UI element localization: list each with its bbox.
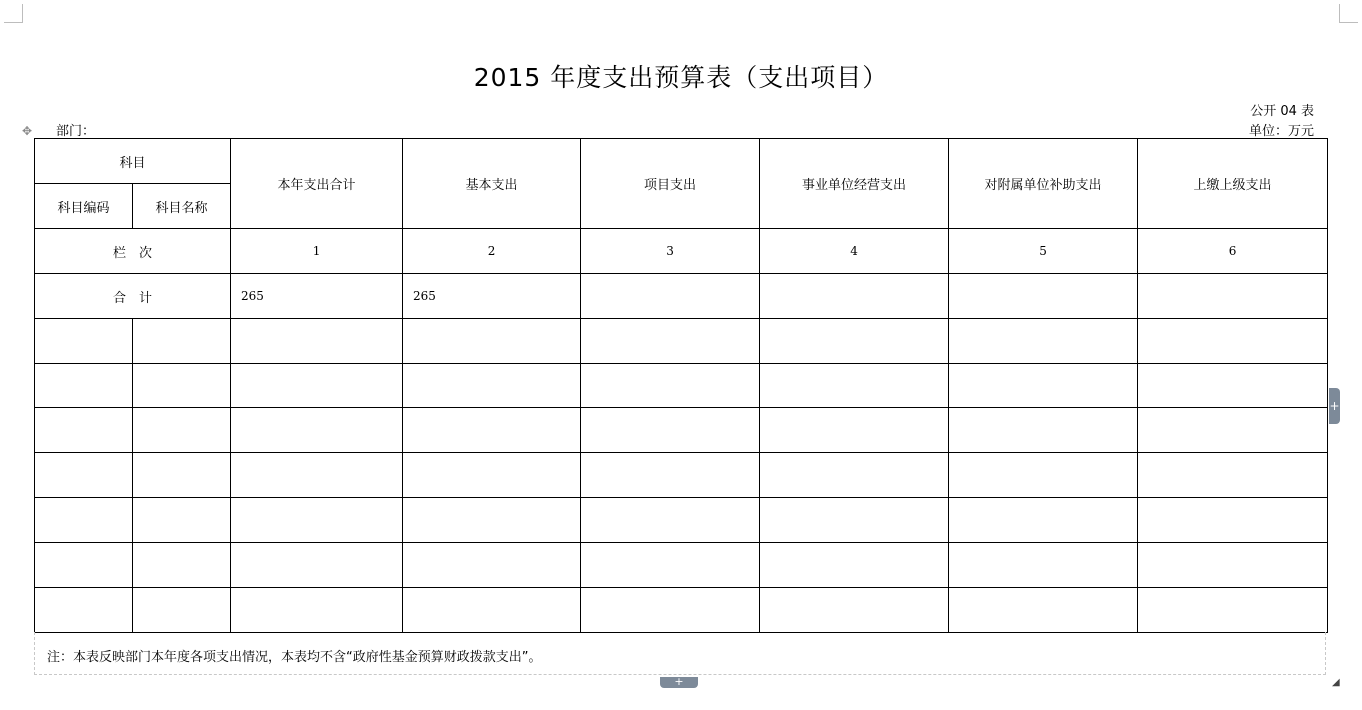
table-cell[interactable]: [581, 453, 760, 498]
table-cell[interactable]: [403, 408, 581, 453]
total-row: [35, 274, 1328, 319]
table-cell[interactable]: [35, 543, 133, 588]
table-cell[interactable]: [403, 498, 581, 543]
header-total-expense[interactable]: 本年支出合计: [231, 139, 403, 229]
add-row-button[interactable]: [660, 677, 698, 688]
table-cell[interactable]: [133, 543, 231, 588]
budget-table: [34, 138, 1328, 633]
table-cell[interactable]: [231, 588, 403, 633]
add-column-button[interactable]: [1329, 388, 1340, 424]
table-cell[interactable]: [133, 453, 231, 498]
form-number: 公开 04 表: [1250, 104, 1314, 119]
table-cell[interactable]: [403, 364, 581, 408]
table-cell[interactable]: [133, 364, 231, 408]
column-index-cell[interactable]: 2: [403, 229, 581, 274]
table-cell[interactable]: [760, 588, 949, 633]
header-subject[interactable]: 科目: [35, 139, 231, 184]
table-cell[interactable]: [133, 588, 231, 633]
table-cell[interactable]: [403, 543, 581, 588]
table-cell[interactable]: [133, 319, 231, 364]
table-row: [35, 453, 1328, 498]
table-cell[interactable]: [231, 319, 403, 364]
table-row: [35, 408, 1328, 453]
table-cell[interactable]: [760, 543, 949, 588]
table-cell[interactable]: [1138, 588, 1328, 633]
table-cell[interactable]: [403, 588, 581, 633]
table-row: [35, 588, 1328, 633]
table-cell[interactable]: [760, 453, 949, 498]
table-cell[interactable]: [133, 408, 231, 453]
table-cell[interactable]: [949, 319, 1138, 364]
table-cell[interactable]: [581, 543, 760, 588]
column-index-cell[interactable]: 6: [1138, 229, 1328, 274]
table-cell[interactable]: [133, 498, 231, 543]
header-subject-code[interactable]: 科目编码: [35, 184, 133, 229]
table-cell[interactable]: [35, 364, 133, 408]
table-cell[interactable]: [949, 408, 1138, 453]
table-cell[interactable]: [760, 408, 949, 453]
table-cell[interactable]: [1138, 543, 1328, 588]
page-corner-mark-top-right: [1339, 4, 1358, 23]
table-cell[interactable]: [760, 364, 949, 408]
total-cell[interactable]: 265: [231, 274, 403, 319]
page-title: 2015 年度支出预算表（支出项目）: [473, 63, 889, 92]
table-cell[interactable]: [949, 453, 1138, 498]
table-cell[interactable]: [35, 453, 133, 498]
table-cell[interactable]: [35, 588, 133, 633]
header-subsidy-expense[interactable]: 对附属单位补助支出: [949, 139, 1138, 229]
column-index-label[interactable]: 栏 次: [35, 229, 231, 274]
table-row: [35, 498, 1328, 543]
header-project-expense[interactable]: 项目支出: [581, 139, 760, 229]
header-remit-expense[interactable]: 上缴上级支出: [1138, 139, 1328, 229]
table-cell[interactable]: [949, 498, 1138, 543]
table-cell[interactable]: [35, 498, 133, 543]
table-cell[interactable]: [949, 364, 1138, 408]
total-cell[interactable]: [1138, 274, 1328, 319]
total-cell[interactable]: [949, 274, 1138, 319]
header-basic-expense[interactable]: 基本支出: [403, 139, 581, 229]
table-cell[interactable]: [1138, 364, 1328, 408]
total-cell[interactable]: [581, 274, 760, 319]
column-index-cell[interactable]: 3: [581, 229, 760, 274]
table-cell[interactable]: [581, 408, 760, 453]
plus-icon: +: [674, 675, 684, 688]
table-cell[interactable]: [949, 543, 1138, 588]
table-cell[interactable]: [581, 588, 760, 633]
table-cell[interactable]: [231, 408, 403, 453]
table-row: [35, 364, 1328, 408]
table-cell[interactable]: [760, 498, 949, 543]
table-cell[interactable]: [1138, 498, 1328, 543]
table-note: 注：本表反映部门本年度各项支出情况，本表均不含“政府性基金预算财政拨款支出”。: [47, 650, 542, 665]
table-cell[interactable]: [760, 319, 949, 364]
total-cell[interactable]: [760, 274, 949, 319]
table-cell[interactable]: [581, 364, 760, 408]
table-cell[interactable]: [1138, 408, 1328, 453]
column-index-row: [35, 229, 1328, 274]
total-cell[interactable]: 265: [403, 274, 581, 319]
resize-icon[interactable]: ◢: [1332, 677, 1340, 688]
column-index-cell[interactable]: 4: [760, 229, 949, 274]
plus-icon: +: [1329, 399, 1340, 413]
table-cell[interactable]: [231, 364, 403, 408]
column-index-cell[interactable]: 1: [231, 229, 403, 274]
table-cell[interactable]: [231, 498, 403, 543]
department-label: 部门：: [56, 124, 96, 139]
column-index-cell[interactable]: 5: [949, 229, 1138, 274]
table-cell[interactable]: [1138, 453, 1328, 498]
unit-label: 单位：万元: [1248, 124, 1314, 139]
table-cell[interactable]: [35, 408, 133, 453]
header-operating-expense[interactable]: 事业单位经营支出: [760, 139, 949, 229]
table-row: [35, 543, 1328, 588]
table-cell[interactable]: [231, 453, 403, 498]
table-cell[interactable]: [1138, 319, 1328, 364]
header-subject-name[interactable]: 科目名称: [133, 184, 231, 229]
page-corner-mark-top-left: [4, 4, 23, 23]
table-cell[interactable]: [403, 319, 581, 364]
move-handle-icon[interactable]: ✥: [21, 124, 33, 138]
table-cell[interactable]: [949, 588, 1138, 633]
table-cell[interactable]: [35, 319, 133, 364]
table-cell[interactable]: [581, 319, 760, 364]
note-box: [34, 632, 1326, 675]
table-cell[interactable]: [231, 543, 403, 588]
table-cell[interactable]: [581, 498, 760, 543]
table-cell[interactable]: [403, 453, 581, 498]
total-label[interactable]: 合 计: [35, 274, 231, 319]
table-row: [35, 319, 1328, 364]
